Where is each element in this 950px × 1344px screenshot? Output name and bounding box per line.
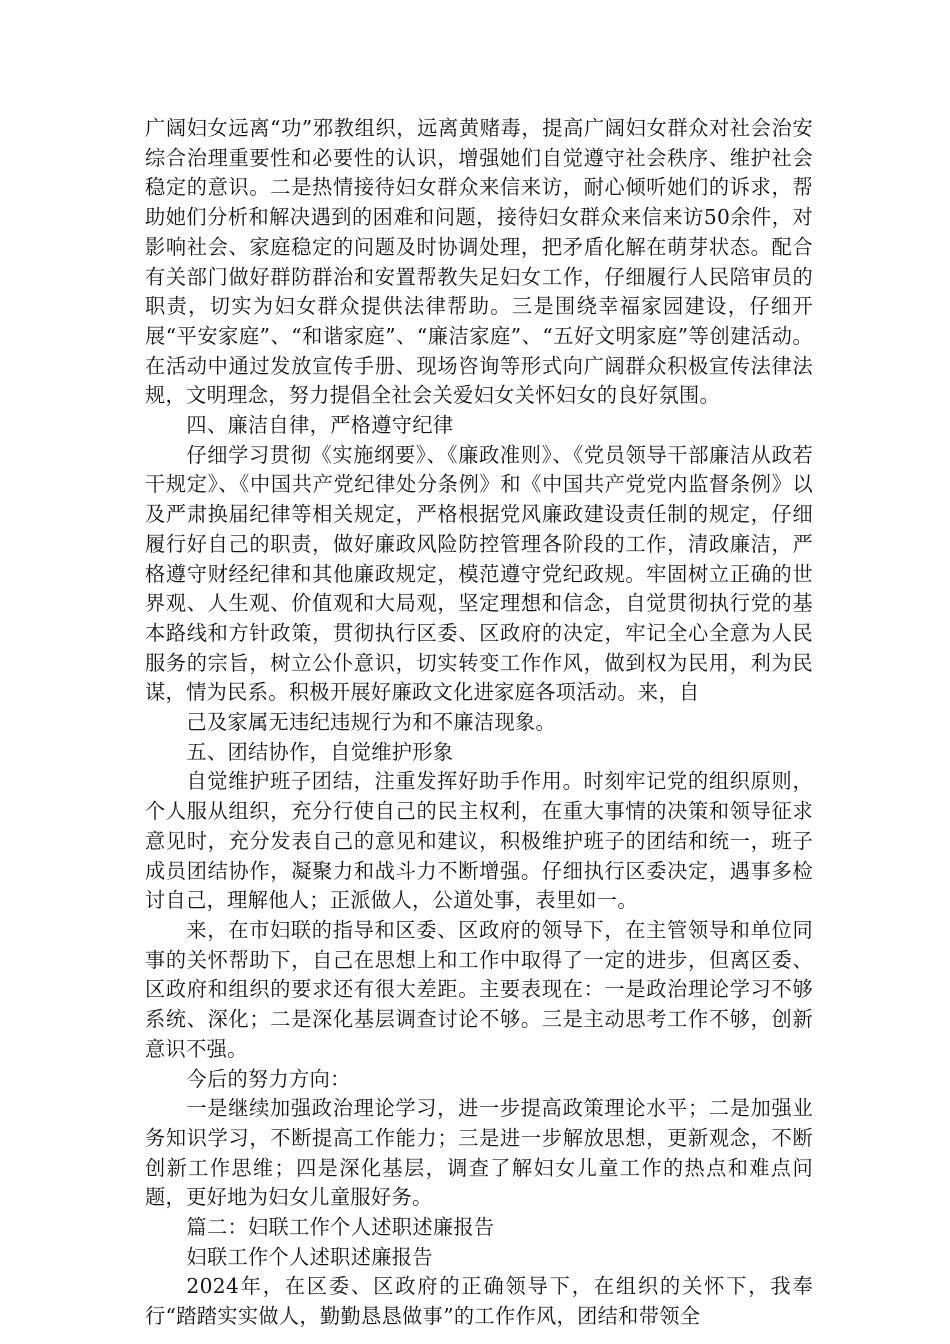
paragraph-integrity-family: 己及家属无违纪违规行为和不廉洁现象。 bbox=[186, 710, 557, 735]
section-heading-unity: 五、团结协作，自觉维护形象 bbox=[186, 739, 454, 764]
document-body bbox=[145, 114, 813, 1332]
paragraph-report-intro: 2024年，在区委、区政府的正确领导下，在组织的关怀下，我奉行“踏踏实实做人，勤勤恳恳做事”的工作作风，团结和带领全 bbox=[145, 1274, 813, 1329]
paragraph-unity: 自觉维护班子团结，注重发挥好助手作用。时刻牢记党的组织原则，个人服从组织，充分行使自己的民主权利，在重大事情的决策和领导征求意见时，充分发表自己的意见和建议，积极维护班子的团结和统一，班子成员团结协作，凝聚力和战斗力不断增强。仔细执行区委决定，遇事多检讨自己，理解他人；正派做人，公道处事，表里如一。 bbox=[145, 769, 813, 913]
report-title: 妇联工作个人述职述廉报告 bbox=[186, 1244, 433, 1269]
section-heading-integrity: 四、廉洁自律，严格遵守纪律 bbox=[186, 413, 454, 438]
paragraph-integrity-study: 仔细学习贯彻《实施纲要》、《廉政准则》、《党员领导干部廉洁从政若干规定》、《中国共产党纪律处分条例》和《中国共产党党内监督条例》以及严肃换届纪律等相关规定，严格根据党风廉政建设责任制的规定，仔细履行好自己的职责，做好廉政风险防控管理各阶段的工作，清政廉洁，严格遵守财经纪律和其他廉政规定，模范遵守党纪政规。牢固树立正确的世界观、人生观、价值观和大局观，坚定理想和信念，自觉贯彻执行党的基本路线和方针政策，贯彻执行区委、区政府的决定，牢记全心全意为人民服务的宗旨，树立公仆意识，切实转变工作作风，做到权为民用，利为民谋，情为民系。积极开展好廉政文化进家庭各项活动。来，自 bbox=[145, 442, 813, 705]
paragraph-social-order: 广阔妇女远离“功”邪教组织，远离黄赌毒，提高广阔妇女群众对社会治安综合治理重要性和必要性的认识，增强她们自觉遵守社会秩序、维护社会稳定的意识。二是热情接待妇女群众来信来访，耐心倾听她们的诉求，帮助她们分析和解决遇到的困难和问题，接待妇女群众来信来访50余件，对影响社会、家庭稳定的问题及时协调处理，把矛盾化解在萌芽状态。配合有关部门做好群防群治和安置帮教失足妇女工作，仔细履行人民陪审员的职责，切实为妇女群众提供法律帮助。三是围绕幸福家园建设，仔细开展“平安家庭”、“和谐家庭”、“廉洁家庭”、“五好文明家庭”等创建活动。在活动中通过发放宣传手册、现场咨询等形式向广阔群众积极宣传法律法规，文明理念，努力提倡全社会关爱妇女关怀妇女的良好氛围。 bbox=[145, 116, 813, 408]
paragraph-future-direction: 一是继续加强政治理论学习，进一步提高政策理论水平；二是加强业务知识学习，不断提高工作能力；三是进一步解放思想，更新观念，不断创新工作思维；四是深化基层，调查了解妇女儿童工作的热点和难点问题，更好地为妇女儿童服好务。 bbox=[145, 1096, 813, 1210]
heading-part-two: 篇二：妇联工作个人述职述廉报告 bbox=[186, 1215, 495, 1240]
heading-future-direction: 今后的努力方向： bbox=[186, 1066, 351, 1091]
paragraph-shortcomings: 来，在市妇联的指导和区委、区政府的领导下，在主管领导和单位同事的关怀帮助下，自己在思想上和工作中取得了一定的进步，但离区委、区政府和组织的要求还有很大差距。主要表现在：一是政治理论学习不够系统、深化；二是深化基层调查讨论不够。三是主动思考工作不够，创新意识不强。 bbox=[145, 917, 813, 1061]
